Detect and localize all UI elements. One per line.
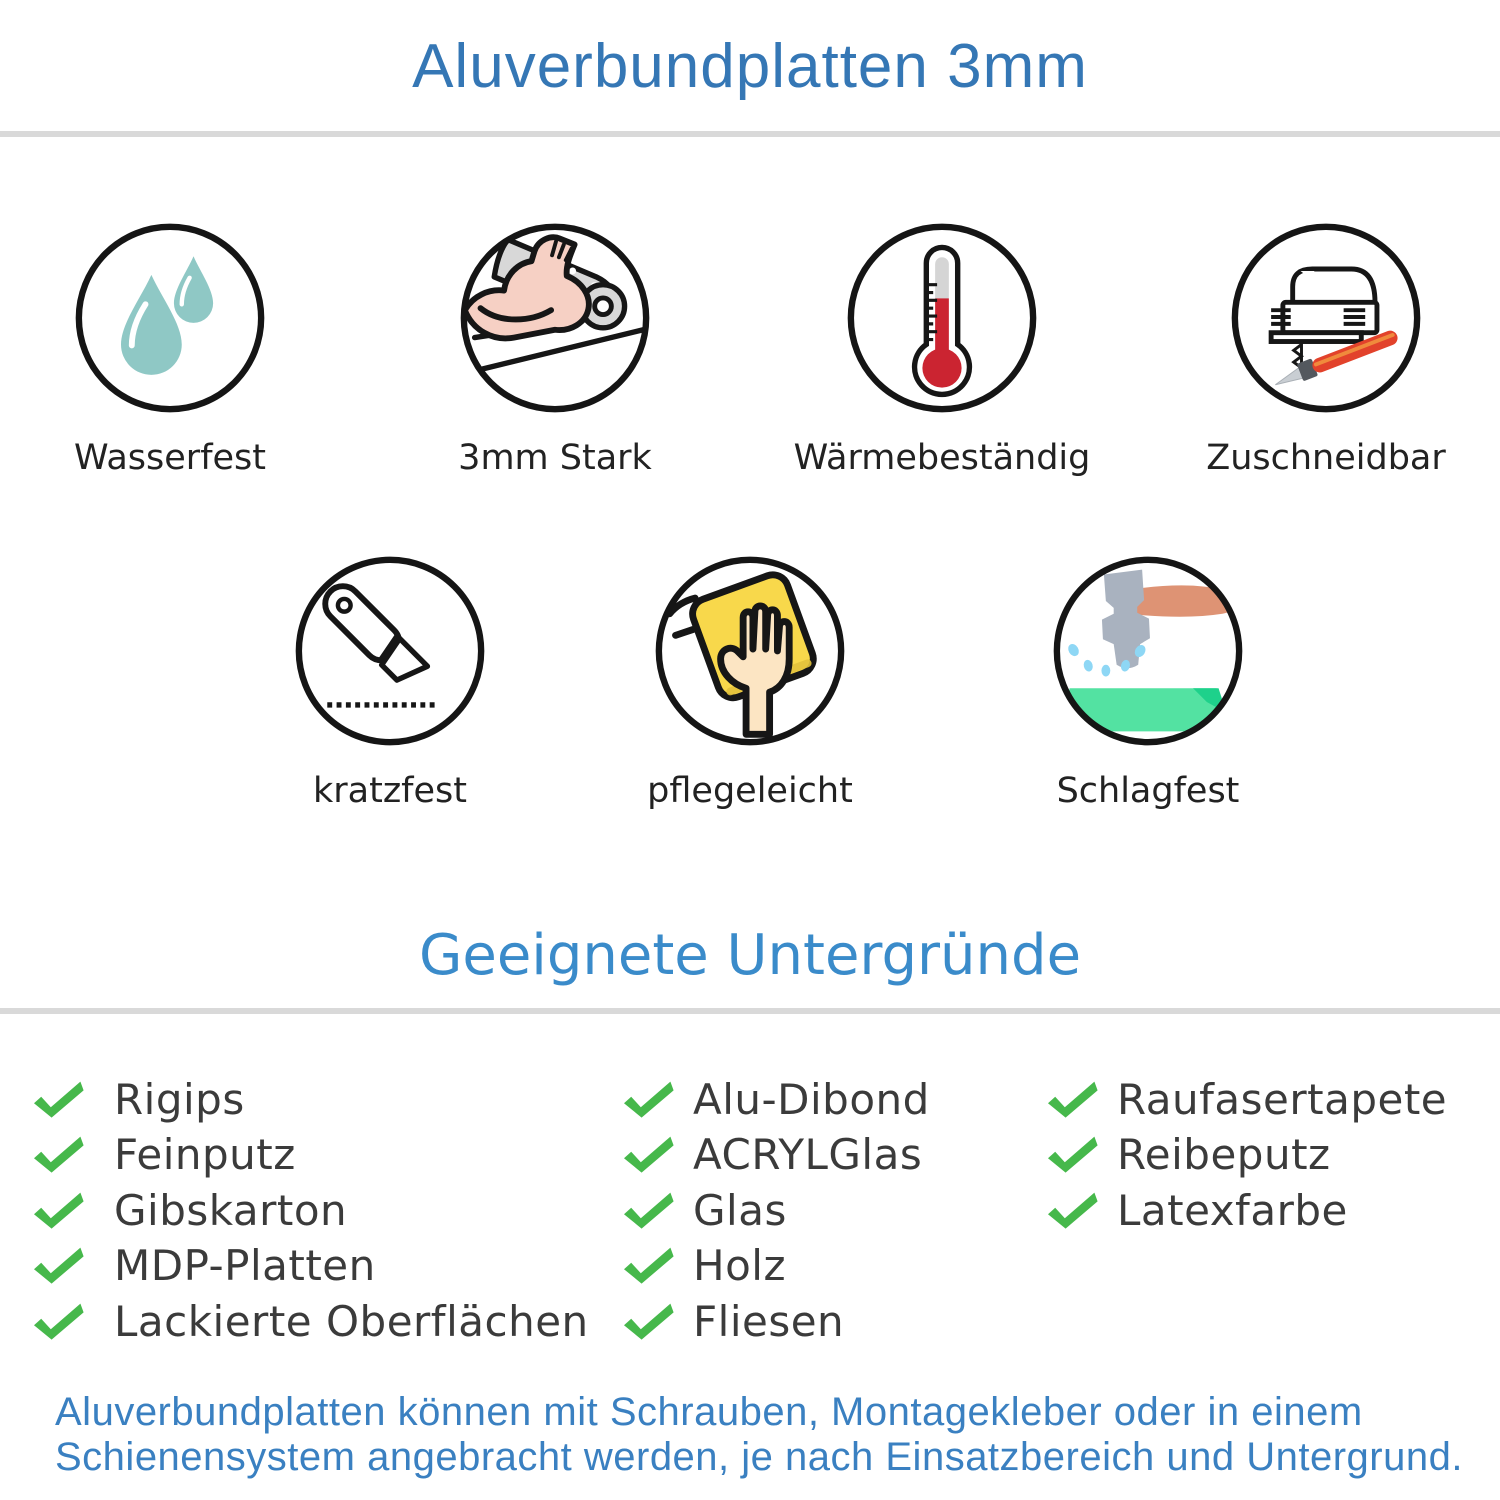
flexed-arm-icon (457, 220, 653, 416)
check-icon (30, 1191, 86, 1231)
divider-middle (0, 1008, 1500, 1014)
list-item (1044, 1131, 1331, 1179)
feature-zuschneidbar (1166, 220, 1486, 481)
list-item (30, 1131, 296, 1179)
check-icon (620, 1135, 676, 1175)
substrate-label: ACRYLGlas (693, 1130, 923, 1179)
substrate-label: Rigips (114, 1075, 245, 1124)
substrate-label: Reibeputz (1117, 1130, 1331, 1179)
feature-label: pflegeleicht (647, 771, 853, 811)
feature-label: Wärmebeständig (793, 438, 1091, 478)
check-icon (1044, 1135, 1100, 1175)
substrate-label: MDP-Platten (114, 1241, 376, 1290)
substrate-label: Gibskarton (114, 1186, 348, 1235)
feature-schlagfest (988, 553, 1308, 814)
list-item (620, 1298, 844, 1346)
check-icon (620, 1302, 676, 1342)
feature-label: kratzfest (312, 771, 467, 811)
feature-kratzfest (230, 553, 550, 814)
water-drops-icon (72, 220, 268, 416)
feature-wasserfest (10, 220, 330, 481)
substrate-label: Latexfarbe (1117, 1186, 1348, 1235)
substrate-label: Raufasertapete (1117, 1075, 1448, 1124)
list-item (1044, 1076, 1447, 1124)
feature-label: 3mm Stark (458, 438, 652, 478)
check-icon (620, 1191, 676, 1231)
check-icon (30, 1135, 86, 1175)
jigsaw-cutter-icon (1228, 220, 1424, 416)
check-icon (30, 1246, 86, 1286)
check-icon (1044, 1080, 1100, 1120)
utility-knife-icon (292, 553, 488, 749)
feature-3mm-stark (395, 220, 715, 481)
check-icon (30, 1080, 86, 1120)
list-item (30, 1298, 589, 1346)
check-icon (620, 1246, 676, 1286)
wiping-hand-icon (652, 553, 848, 749)
substrate-label: Fliesen (693, 1297, 845, 1346)
mounting-note-line2: Schienensystem angebracht werden, je nach Einsatzbereich und Untergrund. (55, 1435, 1463, 1479)
substrate-label: Holz (693, 1241, 786, 1290)
feature-label: Schlagfest (1056, 771, 1240, 811)
mounting-note-line1: Aluverbundplatten können mit Schrauben, Montagekleber oder in einem (55, 1390, 1363, 1434)
section-title-untergruende: Geeignete Untergründe (418, 923, 1082, 988)
hammer-icon (1050, 553, 1246, 749)
feature-label: Zuschneidbar (1206, 438, 1446, 478)
feature-label: Wasserfest (73, 438, 267, 478)
list-item (1044, 1187, 1348, 1235)
substrate-label: Lackierte Oberflächen (114, 1297, 589, 1346)
list-item (620, 1131, 922, 1179)
divider-top (0, 131, 1500, 137)
page-title: Aluverbundplatten 3mm (412, 32, 1088, 101)
check-icon (30, 1302, 86, 1342)
list-item (620, 1076, 930, 1124)
mounting-note (55, 1390, 1463, 1480)
list-item (620, 1242, 786, 1290)
check-icon (1044, 1191, 1100, 1231)
feature-pflegeleicht (590, 553, 910, 814)
feature-waermebestaendig (782, 220, 1102, 481)
thermometer-icon (844, 220, 1040, 416)
list-item (30, 1242, 376, 1290)
list-item (30, 1076, 245, 1124)
list-item (620, 1187, 787, 1235)
substrate-label: Feinputz (114, 1130, 296, 1179)
list-item (30, 1187, 347, 1235)
substrate-label: Alu-Dibond (693, 1075, 930, 1124)
substrate-label: Glas (693, 1186, 787, 1235)
check-icon (620, 1080, 676, 1120)
